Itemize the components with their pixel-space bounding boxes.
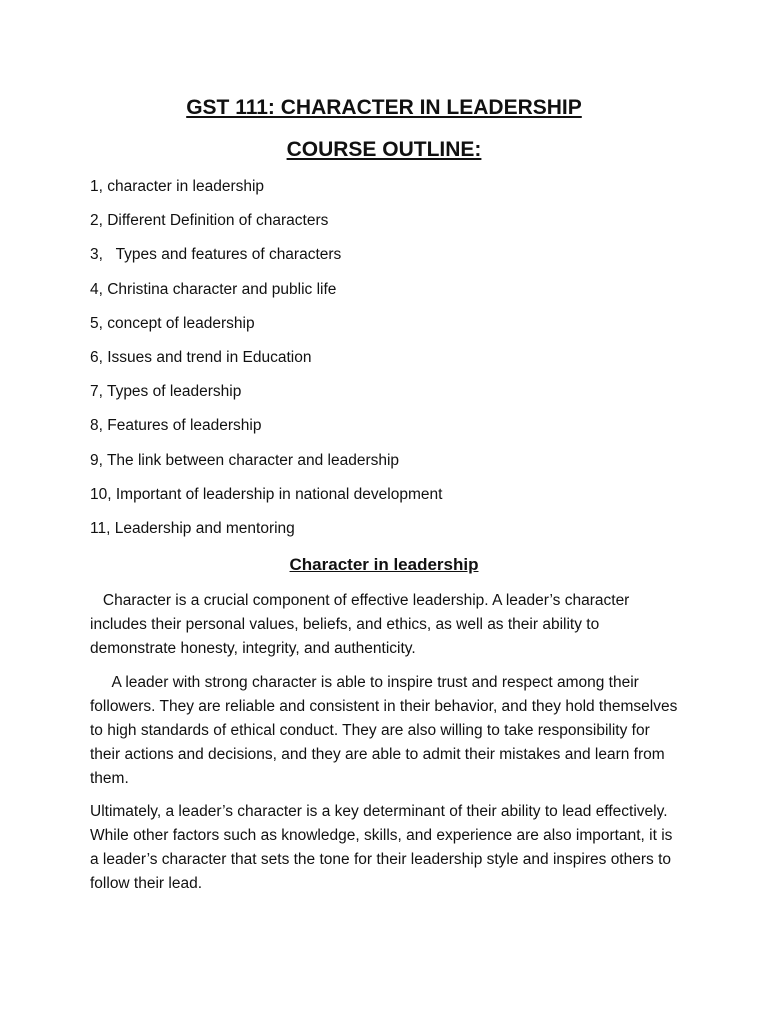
outline-item: 4, Christina character and public life <box>90 280 337 298</box>
outline-item: 3, Types and features of characters <box>90 246 342 264</box>
outline-item: 5, concept of leadership <box>90 314 255 332</box>
outline-item: 11, Leadership and mentoring <box>90 519 295 537</box>
outline-item: 8, Features of leadership <box>90 417 262 435</box>
outline-item: 9, The link between character and leadership <box>90 451 400 469</box>
course-outline-list <box>90 176 710 552</box>
course-outline-heading: COURSE OUTLINE: <box>286 138 482 161</box>
document-title: GST 111: CHARACTER IN LEADERSHIP <box>186 96 582 119</box>
outline-item: 7, Types of leadership <box>90 383 242 401</box>
outline-item: 2, Different Definition of characters <box>90 212 329 230</box>
outline-item: 10, Important of leadership in national development <box>90 485 443 503</box>
paragraph: Ultimately, a leader’s character is a key determinant of their ability to lead effectively. While other factors such as knowledge, skills, and experience are also important, it is a leader’s character that sets the tone for their leadership style and inspires others to follow their lead. <box>90 803 677 892</box>
paragraph: Character is a crucial component of effective leadership. A leader’s character includes their personal values, beliefs, and ethics, as well as their ability to demonstrate honesty, integrity, and authenticity. <box>90 592 634 657</box>
paragraph: A leader with strong character is able to inspire trust and respect among their followers. They are reliable and consistent in their behavior, and they hold themselves to high standards of ethical conduct. They are also willing to take responsibility for their actions and decisions, and they are able to admit their mistakes and learn from them. <box>90 674 682 787</box>
section-heading: Character in leadership <box>289 555 479 574</box>
outline-item: 1, character in leadership <box>90 178 265 195</box>
outline-item: 6, Issues and trend in Education <box>90 348 312 366</box>
